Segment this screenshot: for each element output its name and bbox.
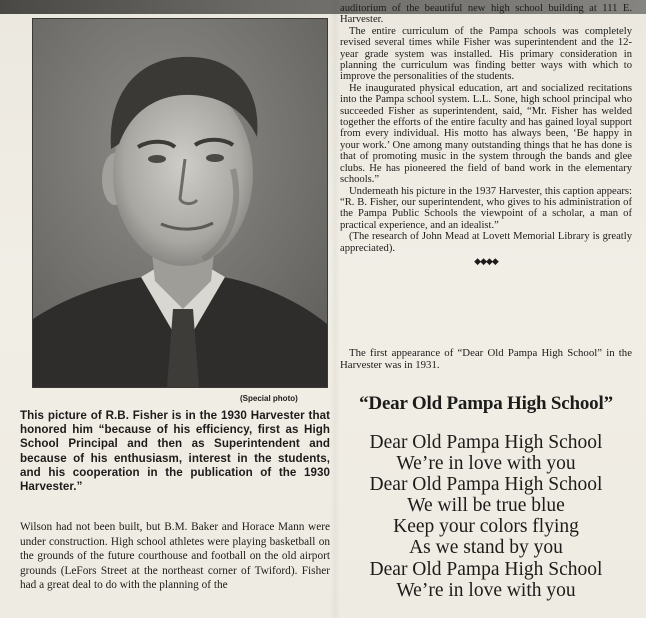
lyric-line: Dear Old Pampa High School bbox=[369, 558, 603, 580]
article-paragraph: The entire curriculum of the Pampa schools was completely revised several times while Fisher was superintendent and the 12-year grade system was installed. His primary consideration in planning the curriculum was finding better ways with which to improve the personalities of the students. bbox=[340, 25, 632, 83]
lyric-line: We will be true blue bbox=[407, 495, 565, 517]
section-separator: ◆◆◆◆ bbox=[474, 255, 498, 266]
lyric-line: As we stand by you bbox=[409, 537, 563, 559]
lyric-line: Dear Old Pampa High School bbox=[369, 432, 603, 453]
portrait-photo bbox=[32, 18, 328, 388]
right-column bbox=[340, 3, 632, 269]
lyric-line: Keep your colors flying bbox=[393, 516, 579, 538]
column-gutter bbox=[330, 0, 340, 618]
photo-caption: This picture of R.B. Fisher is in the 1930 Harvester that honored him “because of his efficiency, first as High School Principal and then as Superintendent and because of his enthusiasm, interest in the students, and his cooperation in the publication of the 1930 Harvester.” bbox=[20, 409, 330, 494]
lyric-line: We’re in love with you bbox=[396, 579, 576, 601]
article-paragraph: Underneath his picture in the 1937 Harvester, this caption appears: “R. B. Fisher, our superintendent, who gives to his administration of the Pampa Public Schools the viewpoint of a scholar, a man of practical experience, and an idealist.” bbox=[340, 185, 632, 231]
photo-credit: (Special photo) bbox=[240, 394, 298, 403]
article-paragraph: (The research of John Mead at Lovett Memorial Library is greatly appreciated). bbox=[340, 231, 632, 254]
portrait-image bbox=[33, 19, 327, 387]
song-lyrics bbox=[340, 432, 632, 601]
article-paragraph-final: The first appearance of “Dear Old Pampa High School” in the Harvester was in 1931. bbox=[340, 347, 632, 372]
lyric-line: Dear Old Pampa High School bbox=[369, 474, 603, 496]
song-title: “Dear Old Pampa High School” bbox=[359, 393, 613, 414]
left-body-text: Wilson had not been built, but B.M. Baker and Horace Mann were under construction. High school athletes were playing basketball on the grounds of the future courthouse and football on the old airport grounds (LeFors Street at the northeast corner of Twiford). Fisher had a great deal to do with the planning of the bbox=[20, 521, 330, 592]
article-paragraph: auditorium of the beautiful new high school building at 111 E. Harvester. bbox=[340, 3, 632, 26]
article-paragraph: He inaugurated physical education, art and socialized recitations into the Pampa school system. L.L. Sone, high school principal who succeeded Fisher as superintendent, said, “Mr. Fisher has welded together the efforts of the entire faculty and has gained loyal support from every individual. His motto has always been, ‘Be happy in your work.’ One among many outstanding things that he has done is that of promoting music in the system through the bands and glee clubs. He has pioneered the field of band work in the elementary schools.” bbox=[340, 82, 632, 186]
lyric-line: We’re in love with you bbox=[396, 453, 576, 475]
